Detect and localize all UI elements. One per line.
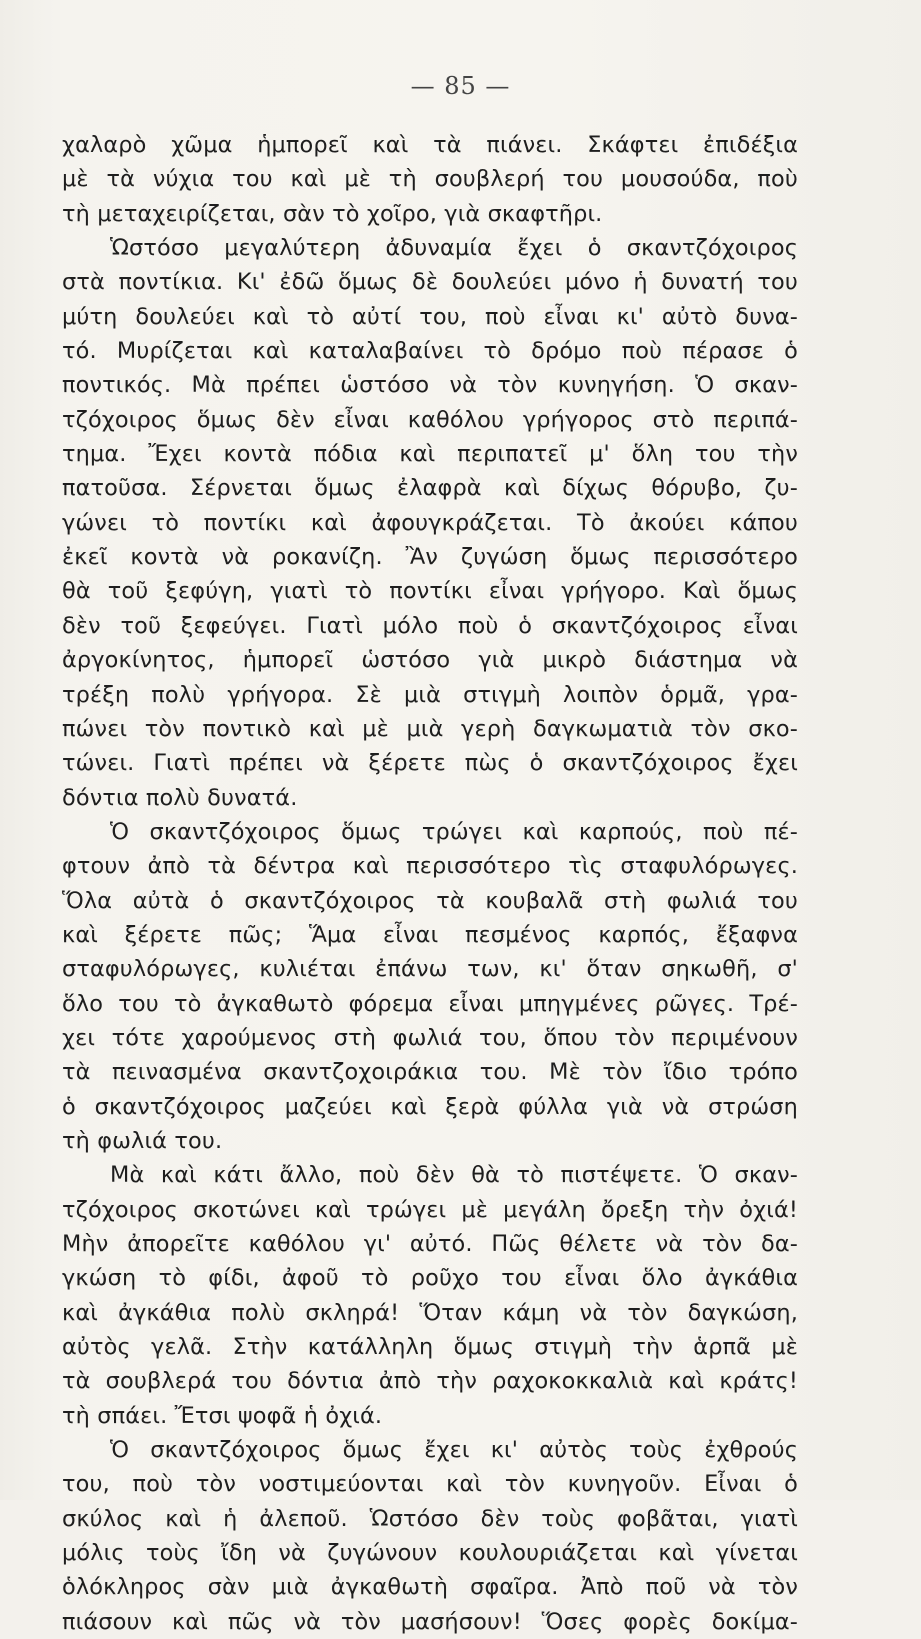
- text-line: τὴ μεταχειρίζεται, σὰν τὸ χοῖρο, γιὰ σκαφτῆρι.: [62, 200, 603, 227]
- text-line: τζόχοιρος σκοτώνει καὶ τρώγει μὲ μεγάλη ὄρεξη τὴν ὀχιά!: [62, 1196, 798, 1223]
- page-number: — 85 —: [410, 72, 511, 100]
- text-line: δόντια πολὺ δυνατά.: [62, 784, 298, 811]
- text-line: δὲν τοῦ ξεφεύγει. Γιατὶ μόλο ποὺ ὁ σκαντζόχοιρος εἶναι: [62, 612, 798, 639]
- text-line: αὐτὸς γελᾶ. Στὴν κατάλληλη ὅμως στιγμὴ τὴν ἁρπᾶ μὲ: [62, 1334, 798, 1361]
- text-line: πώνει τὸν ποντικὸ καὶ μὲ μιὰ γερὴ δαγκωματιὰ τὸν σκο-: [62, 715, 798, 742]
- text-line: πιάσουν καὶ πῶς νὰ τὸν μασήσουν! Ὅσες φορὲς δοκίμα-: [62, 1608, 798, 1635]
- text-line: καὶ ἀγκάθια πολὺ σκληρά! Ὅταν κάμη νὰ τὸν δαγκώση,: [62, 1299, 798, 1326]
- text-line: τρέξη πολὺ γρήγορα. Σὲ μιὰ στιγμὴ λοιπὸν ὁρμᾶ, γρα-: [62, 681, 798, 708]
- text-line: γκώση τὸ φίδι, ἀφοῦ τὸ ροῦχο του εἶναι ὅλο ἀγκάθια: [62, 1265, 798, 1292]
- text-line: μύτη δουλεύει καὶ τὸ αὐτί του, ποὺ εἶναι κι' αὐτὸ δυνα-: [62, 303, 798, 330]
- text-line: του, ποὺ τὸν νοστιμεύονται καὶ τὸν κυνηγοῦν. Εἶναι ὁ: [62, 1471, 798, 1498]
- text-line: φτουν ἀπὸ τὰ δέντρα καὶ περισσότερο τὶς σταφυλόρωγες.: [62, 853, 798, 880]
- text-line: μὲ τὰ νύχια του καὶ μὲ τὴ σουβλερή του μουσούδα, ποὺ: [62, 166, 798, 193]
- text-line: ἀργοκίνητος, ἡμπορεῖ ὡστόσο γιὰ μικρὸ διάστημα νὰ: [62, 647, 798, 674]
- body-text: [62, 128, 798, 1639]
- text-line: στὰ ποντίκια. Κι' ἐδῶ ὅμως δὲ δουλεύει μόνο ἡ δυνατή του: [62, 269, 798, 296]
- text-line: τὴ σπάει. Ἔτσι ψοφᾶ ἡ ὀχιά.: [62, 1402, 383, 1429]
- text-line: ἐκεῖ κοντὰ νὰ ροκανίζη. Ἂν ζυγώση ὅμως περισσότερο: [62, 544, 798, 571]
- text-line: Ὁ σκαντζόχοιρος ὅμως ἔχει κι' αὐτὸς τοὺς ἐχθρούς: [110, 1437, 798, 1464]
- text-line: πατοῦσα. Σέρνεται ὅμως ἐλαφρὰ καὶ δίχως θόρυβο, ζυ-: [62, 475, 798, 502]
- text-line: Μὰ καὶ κάτι ἄλλο, ποὺ δὲν θὰ τὸ πιστέψετε. Ὁ σκαν-: [110, 1162, 798, 1189]
- text-line: Ὅλα αὐτὰ ὁ σκαντζόχοιρος τὰ κουβαλᾶ στὴ φωλιά του: [62, 887, 798, 914]
- text-line: γώνει τὸ ποντίκι καὶ ἀφουγκράζεται. Τὸ ἀκούει κάπου: [62, 509, 798, 536]
- text-line: τό. Μυρίζεται καὶ καταλαβαίνει τὸ δρόμο ποὺ πέρασε ὁ: [62, 338, 798, 365]
- text-line: καὶ ξέρετε πῶς; Ἅμα εἶναι πεσμένος καρπός, ἔξαφνα: [62, 921, 798, 948]
- text-line: μόλις τοὺς ἴδη νὰ ζυγώνουν κουλουριάζεται καὶ γίνεται: [62, 1540, 798, 1567]
- text-line: ποντικός. Μὰ πρέπει ὡστόσο νὰ τὸν κυνηγήση. Ὁ σκαν-: [62, 372, 798, 399]
- text-line: Ὁ σκαντζόχοιρος ὅμως τρώγει καὶ καρπούς, ποὺ πέ-: [110, 818, 798, 845]
- text-line: τημα. Ἔχει κοντὰ πόδια καὶ περιπατεῖ μ' ὅλη του τὴν: [62, 441, 798, 468]
- text-line: τώνει. Γιατὶ πρέπει νὰ ξέρετε πὼς ὁ σκαντζόχοιρος ἔχει: [62, 750, 798, 777]
- text-line: τὰ σουβλερά του δόντια ἀπὸ τὴν ραχοκοκκαλιὰ καὶ κράτς!: [62, 1368, 798, 1395]
- text-line: τὰ πεινασμένα σκαντζοχοιράκια του. Μὲ τὸν ἴδιο τρόπο: [62, 1059, 798, 1086]
- text-line: χει τότε χαρούμενος στὴ φωλιά του, ὅπου τὸν περιμένουν: [62, 1024, 798, 1051]
- text-line: τζόχοιρος ὅμως δὲν εἶναι καθόλου γρήγορος στὸ περιπά-: [62, 406, 798, 433]
- text-line: σκύλος καὶ ἡ ἀλεποῦ. Ὡστόσο δὲν τοὺς φοβᾶται, γιατὶ: [62, 1505, 798, 1532]
- text-line: θὰ τοῦ ξεφύγη, γιατὶ τὸ ποντίκι εἶναι γρήγορο. Καὶ ὅμως: [62, 578, 798, 605]
- text-line: χαλαρὸ χῶμα ἡμπορεῖ καὶ τὰ πιάνει. Σκάφτει ἐπιδέξια: [62, 132, 798, 158]
- text-line: ὅλο του τὸ ἀγκαθωτὸ φόρεμα εἶναι μπηγμένες ρῶγες. Τρέ-: [62, 990, 798, 1017]
- text-line: Μὴν ἀπορεῖτε καθόλου γι' αὐτό. Πῶς θέλετε νὰ τὸν δα-: [62, 1231, 798, 1257]
- text-line: τὴ φωλιά του.: [62, 1127, 223, 1154]
- text-line: Ὡστόσο μεγαλύτερη ἀδυναμία ἔχει ὁ σκαντζόχοιρος: [110, 235, 798, 262]
- text-line: σταφυλόρωγες, κυλιέται ἐπάνω των, κι' ὅταν σηκωθῆ, σ': [62, 956, 798, 983]
- text-line: ὁλόκληρος σὰν μιὰ ἀγκαθωτὴ σφαῖρα. Ἀπὸ ποῦ νὰ τὸν: [62, 1574, 798, 1601]
- text-line: ὁ σκαντζόχοιρος μαζεύει καὶ ξερὰ φύλλα γιὰ νὰ στρώση: [62, 1093, 798, 1120]
